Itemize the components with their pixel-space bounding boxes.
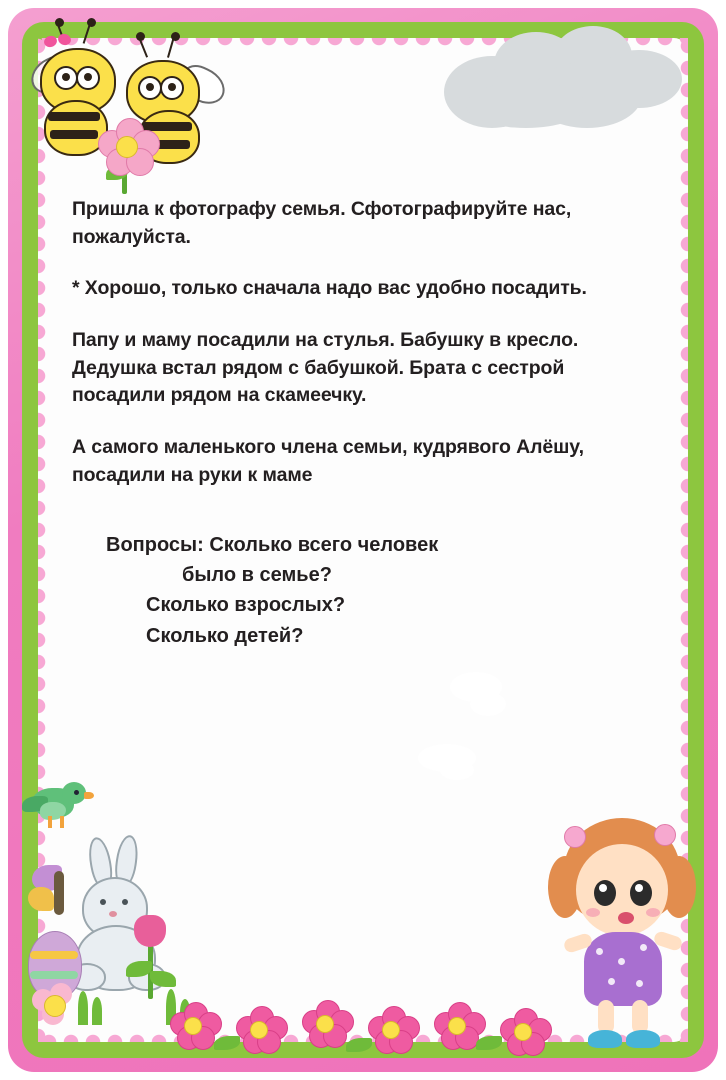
white-smudge-4	[440, 760, 474, 780]
question-line-3: Сколько взрослых?	[146, 594, 346, 617]
flower-border	[170, 992, 590, 1062]
white-smudge-2	[470, 692, 506, 716]
question-line-2: было в семье?	[182, 563, 332, 586]
worksheet-text	[72, 196, 654, 651]
bees-icon	[14, 14, 234, 189]
paragraph-2: * Хорошо, только сначала надо вас удобно посадить.	[72, 277, 587, 300]
paragraph-3: Папу и маму посадили на стулья. Бабушку в кресло. Дедушка встал рядом с бабушкой. Брата с сестрой посадили рядом на скамеечку.	[72, 329, 579, 407]
questions-block	[72, 530, 654, 652]
question-line-1: Вопросы: Сколько всего человек	[106, 533, 439, 556]
question-line-4: Сколько детей?	[146, 624, 304, 647]
clouds-icon	[436, 10, 696, 140]
paragraph-1: Пришла к фотографу семья. Сфотографируйте нас, пожалуйста.	[72, 198, 572, 248]
paragraph-4: А самого маленького члена семьи, кудрявого Алёшу, посадили на руки к маме	[72, 436, 584, 486]
girl-icon	[542, 808, 702, 1058]
